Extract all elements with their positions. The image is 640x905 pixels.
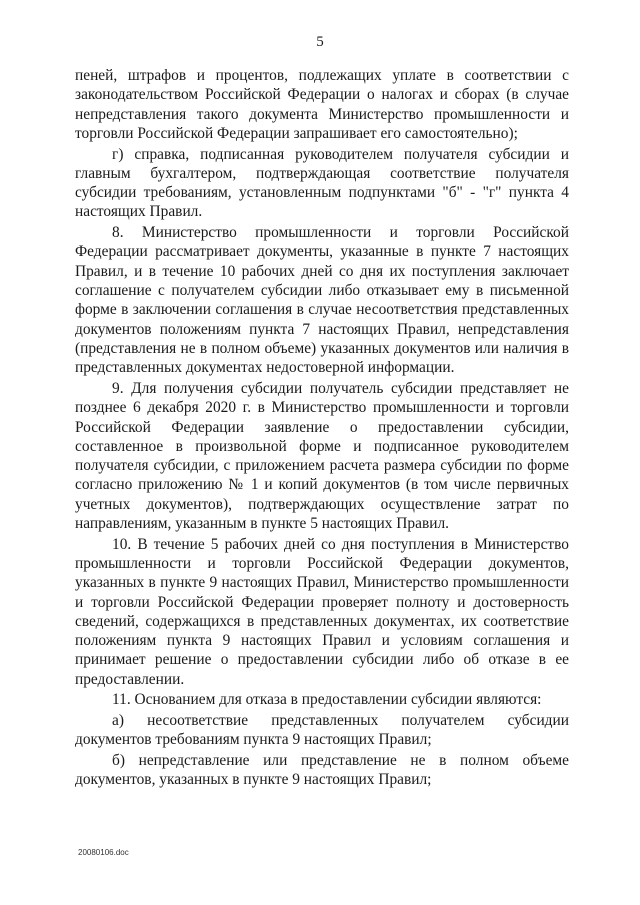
paragraph-11-item-a: а) несоответствие представленных получателем субсидии документов требованиям пункта 9 настоящих Правил; (75, 712, 569, 749)
paragraph-continuation: пеней, штрафов и процентов, подлежащих уплате в соответствии с законодательством Российской Федерации о налогах и сборах (в случае непредставления такого документа Министерство промышленности и торговли Российской Федерации запрашивает его самостоятельно); (75, 67, 569, 142)
paragraph-item-g: г) справка, подписанная руководителем получателя субсидии и главным бухгалтером, подтверждающая соответствие получателя субсидии требованиям, установленным подпунктами "б" - "г" пункта 4 настоящих Правил. (75, 145, 569, 221)
page-number: 5 (316, 34, 324, 50)
file-name-footer: 20080106.doc (78, 848, 129, 857)
paragraph-11-item-b: б) непредставление или представление не в полном объеме документов, указанных в пункте 9 настоящих Правил; (75, 752, 569, 789)
document-body (75, 66, 569, 791)
paragraph-11: 11. Основанием для отказа в предоставлении субсидии являются: (112, 691, 542, 709)
paragraph-9: 9. Для получения субсидии получатель субсидии представляет не позднее 6 декабря 2020 г. в Министерство промышленности и торговли Российской Федерации заявление о предоставлении субсидии, составленное в произвольной форме и подписанное руководителем получателя субсидии, с приложением расчета размера субсидии по форме согласно приложению № 1 и копий документов (в том числе первичных учетных документов), подтверждающих осуществление затрат по направлениям, указанным в пункте 5 настоящих Правил. (75, 379, 569, 532)
paragraph-8: 8. Министерство промышленности и торговли Российской Федерации рассматривает документы, указанные в пункте 7 настоящих Правил, и в течение 10 рабочих дней со дня их поступления заключает соглашение с получателем субсидии либо отказывает ему в письменной форме в заключении соглашения в случае несоответствия представленных документов положениям пункта 7 настоящих Правил, непредставления (представления не в полном объеме) указанных документов или наличия в представленных документах недостоверной информации. (75, 224, 569, 377)
paragraph-10: 10. В течение 5 рабочих дней со дня поступления в Министерство промышленности и торговли Российской Федерации документов, указанных в пункте 9 настоящих Правил, Министерство промышленности и торговли Российской Федерации проверяет полноту и достоверность сведений, содержащихся в представленных документах, их соответствие положениям пункта 9 настоящих Правил и условиям соглашения и принимает решение о предоставлении субсидии либо об отказе в ее предоставлении. (75, 535, 569, 688)
